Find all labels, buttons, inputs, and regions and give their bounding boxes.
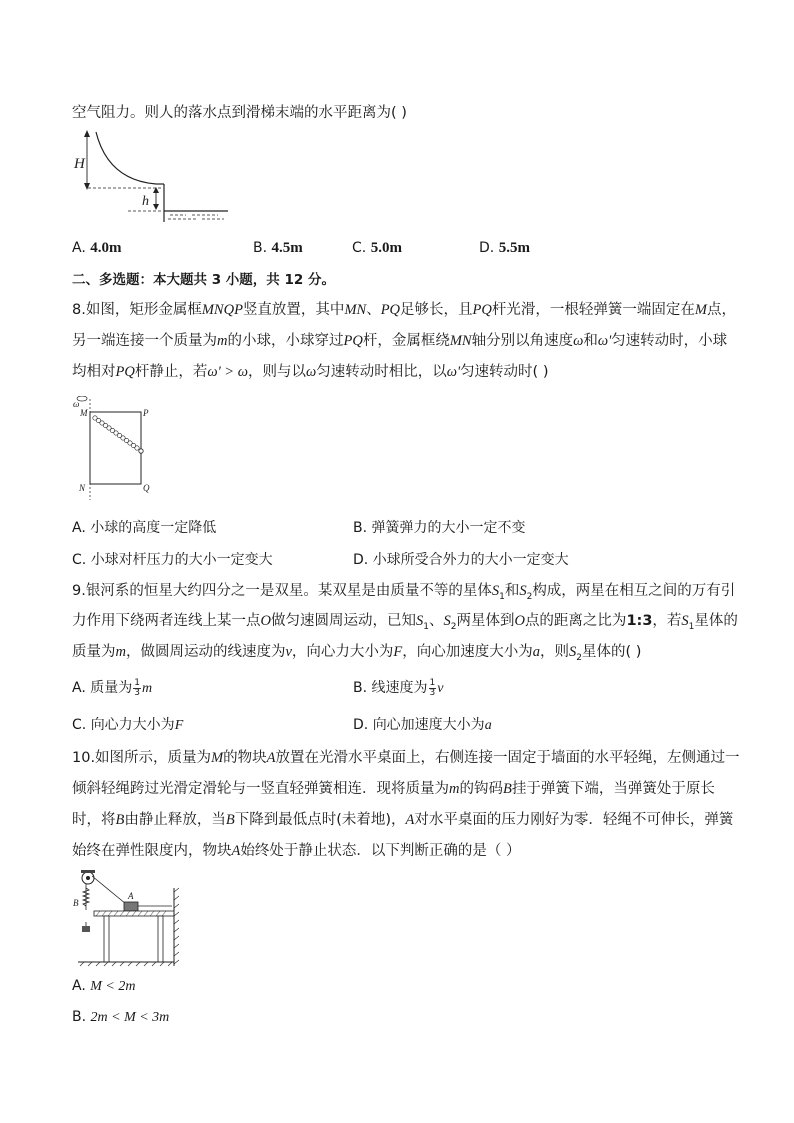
q8-option-c[interactable]: C. 小球对杆压力的大小一定变大 [72,552,273,568]
q10-pulley-figure [70,868,182,970]
q9-stem-line3: 质量为m，做圆周运动的线速度为v，向心力大小为F，向心加速度大小为a，则$S_2$星体的( ) [72,644,642,663]
section-title-multiple-choice: 二、多选题：本大题共 3 小题，共 12 分。 [72,272,335,288]
q8-stem-line3: 均相对PQ杆静止，若ω' > ω，则与以ω匀速转动时相比，以ω'匀速转动时( ) [72,364,549,380]
q8-option-a[interactable]: A. 小球的高度一定降低 [72,520,217,536]
q8-frame-figure [70,396,160,500]
q10-stem-line1: 10.如图所示，质量为M的物块A放置在光滑水平桌面上，右侧连接一固定于墙面的水平轻绳，左侧通过一 [72,750,740,766]
q9-option-c[interactable]: C. 向心力大小为F [72,717,184,733]
q10-stem-line4: 始终在弹性限度内，物块A始终处于静止状态．以下判断正确的是（ ） [72,843,521,859]
svg-text:ω: ω [73,399,80,409]
q7-H-label: H [74,156,85,172]
q9-stem-line2: 力作用下绕两者连线上某一点O做匀速圆周运动，已知$S_1$、$S_2$两星体到O点的距离之比为1:3，若$S_1$星体的 [72,613,738,632]
q10-stem-line3: 时，将B由静止释放，当B下降到最低点时(未着地)，A对水平桌面的压力刚好为零．轻绳不可伸长，弹簧 [72,812,734,828]
q8-option-b[interactable]: B. 弹簧弹力的大小一定不变 [353,520,526,536]
q9-stem-line1: 9.银河系的恒星大约四分之一是双星。某双星是由质量不等的星体$S_1$和$S_2$构成，两星在相互之间的万有引 [72,583,736,602]
svg-text:A: A [128,891,134,901]
q9-option-a[interactable]: A. 质量为 $\frac{1}{3}$ m [72,677,153,698]
svg-text:N: N [79,483,86,493]
svg-text:P: P [143,408,149,418]
q9-option-d[interactable]: D. 向心加速度大小为a [353,717,492,733]
q9-option-b[interactable]: B. 线速度为 $\frac{1}{3}$ v [353,677,444,698]
q10-stem-line2: 倾斜轻绳跨过光滑定滑轮与一竖直轻弹簧相连．现将质量为m的钩码B挂于弹簧下端，当弹簧处于原长 [72,781,715,797]
q7-option-d[interactable]: D. 5.5m [479,240,530,256]
q7-option-b[interactable]: B. 4.5m [253,240,303,256]
svg-text:M: M [80,408,88,418]
svg-text:Q: Q [143,483,150,493]
q7-slide-figure [68,128,238,228]
q8-stem-line2: 另一端连接一个质量为m的小球，小球穿过PQ杆，金属框绕MN轴分别以角速度ω和ω'匀速转动时，小球 [72,333,728,349]
q7-option-c[interactable]: C. 5.0m [352,240,402,256]
svg-text:B: B [73,898,79,908]
q10-option-a[interactable]: A. M < 2m [72,978,136,994]
q7-option-a[interactable]: A. 4.0m [72,240,122,256]
q7-h-label: h [142,194,149,209]
q8-stem-line1: 8.如图，矩形金属框MNQP竖直放置，其中MN、PQ足够长，且PQ杆光滑，一根轻弹簧一端固定在M点， [72,302,736,318]
q10-option-b[interactable]: B. 2m < M < 3m [72,1009,170,1025]
q8-option-d[interactable]: D. 小球所受合外力的大小一定变大 [353,552,569,568]
q7-stem: 空气阻力。则人的落水点到滑梯末端的水平距离为( ) [72,105,407,121]
